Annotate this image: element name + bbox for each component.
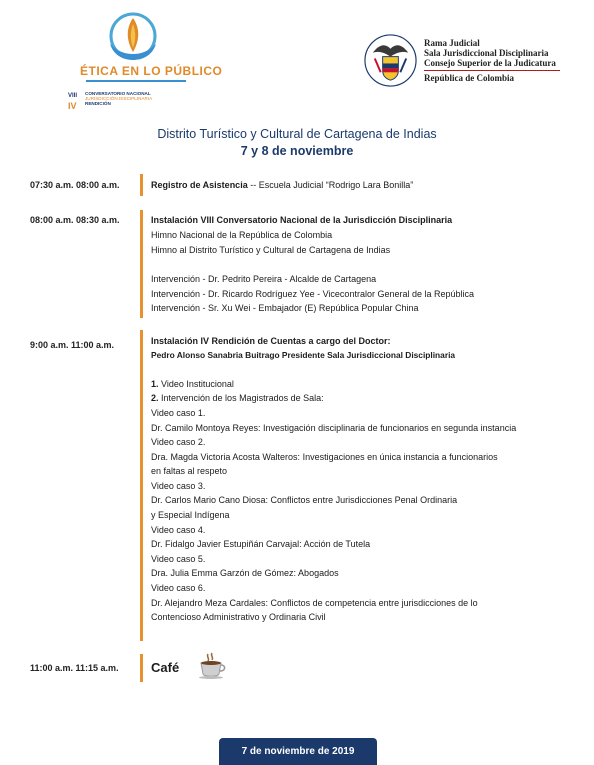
- agenda-time-4: 11:00 a.m. 11:15 a.m.: [30, 663, 119, 673]
- agenda-line: Pedro Alonso Sanabria Buitrago Presidente Sala Jurisdiccional Disciplinaria: [151, 350, 456, 360]
- etica-underline: [86, 80, 186, 82]
- agenda-line: Dr. Fidalgo Javier Estupiñán Carvajal: Acción de Tutela: [151, 539, 371, 549]
- conversatorio-line3: RENDICIÓN: [85, 101, 111, 107]
- agenda-line: 1. Video Institucional: [151, 379, 234, 389]
- etica-logo-text: ÉTICA EN LO PÚBLICO: [80, 64, 223, 78]
- agenda-line: Contencioso Administrativo y Ordinaria Civil: [151, 612, 326, 622]
- agenda-line: Video caso 4.: [151, 525, 206, 535]
- cafe-label: Café: [151, 660, 180, 675]
- agenda-line: Video caso 5.: [151, 554, 206, 564]
- dates-title: 7 y 8 de noviembre: [240, 144, 354, 158]
- agenda-line: Video caso 3.: [151, 481, 206, 491]
- footer-date-badge: 7 de noviembre de 2019: [219, 738, 377, 765]
- agenda-line: y Especial Indígena: [151, 510, 230, 520]
- agenda-bar-4: [140, 654, 143, 682]
- colombia-coat-of-arms-icon: [363, 33, 418, 88]
- agenda-line: Dra. Magda Victoria Acosta Walteros: Investigaciones en única instancia a funcionarios: [151, 452, 498, 462]
- agenda-line: Dr. Camilo Montoya Reyes: Investigación disciplinaria de funcionarios en segunda instancia: [151, 423, 517, 433]
- conversatorio-line2: JURISDICCIÓN DISCIPLINARIA: [85, 96, 153, 102]
- agenda-line: Instalación VIII Conversatorio Nacional de la Jurisdicción Disciplinaria: [151, 215, 453, 225]
- agenda-line: Intervención - Sr. Xu Wei - Embajador (E) República Popular China: [151, 303, 419, 313]
- agenda-line: Registro de Asistencia -- Escuela Judicial “Rodrigo Lara Bonilla”: [151, 180, 414, 190]
- agenda-line: 2. Intervención de los Magistrados de Sala:: [151, 393, 324, 403]
- rama-divider: [424, 70, 560, 71]
- agenda-line: Dra. Julia Emma Garzón de Gómez: Abogados: [151, 568, 339, 578]
- agenda-line: Himno Nacional de la República de Colombia: [151, 230, 333, 240]
- agenda-line: Video caso 2.: [151, 437, 206, 447]
- numeral-viii: VIII: [68, 93, 78, 99]
- agenda-bar-1: [140, 174, 143, 196]
- agenda-time-3: 9:00 a.m. 11:00 a.m.: [30, 340, 115, 350]
- agenda-bar-3: [140, 330, 143, 641]
- agenda-line: Himno al Distrito Turístico y Cultural de Cartagena de Indias: [151, 245, 391, 255]
- agenda-line: Video caso 6.: [151, 583, 206, 593]
- agenda-time-1: 07:30 a.m. 08:00 a.m.: [30, 180, 120, 190]
- agenda-line: Intervención - Dr. Ricardo Rodríguez Yee - Vicecontralor General de la República: [151, 289, 475, 299]
- rama-line2: Sala Jurisdiccional Disciplinaria: [424, 48, 549, 58]
- rama-judicial-block: [424, 38, 589, 83]
- conversatorio-numerals: [68, 91, 77, 111]
- rama-line1: Rama Judicial: [424, 38, 480, 48]
- agenda-line: Dr. Carlos Mario Cano Diosa: Conflictos entre Jurisdicciones Penal Ordinaria: [151, 495, 458, 505]
- agenda-line: Dr. Alejandro Meza Cardales: Conflictos de competencia entre jurisdicciones de lo: [151, 598, 478, 608]
- agenda-line: Instalación IV Rendición de Cuentas a cargo del Doctor:: [151, 336, 391, 346]
- agenda-line: en faltas al respeto: [151, 466, 228, 476]
- place-title: Distrito Turístico y Cultural de Cartagena de Indias: [157, 127, 437, 141]
- agenda-line: Video caso 1.: [151, 408, 206, 418]
- agenda-bar-2: [140, 210, 143, 318]
- numeral-iv: IV: [68, 101, 77, 111]
- republica-text: República de Colombia: [424, 73, 515, 83]
- agenda-line: Intervención - Dr. Pedrito Pereira - Alcalde de Cartagena: [151, 274, 377, 284]
- agenda-time-2: 08:00 a.m. 08:30 a.m.: [30, 215, 120, 225]
- conversatorio-logo: [68, 91, 178, 111]
- rama-line3: Consejo Superior de la Judicatura: [424, 58, 556, 68]
- conversatorio-line1: CONVERSATORIO NACIONAL: [85, 91, 151, 96]
- coffee-cup-icon: [196, 652, 228, 680]
